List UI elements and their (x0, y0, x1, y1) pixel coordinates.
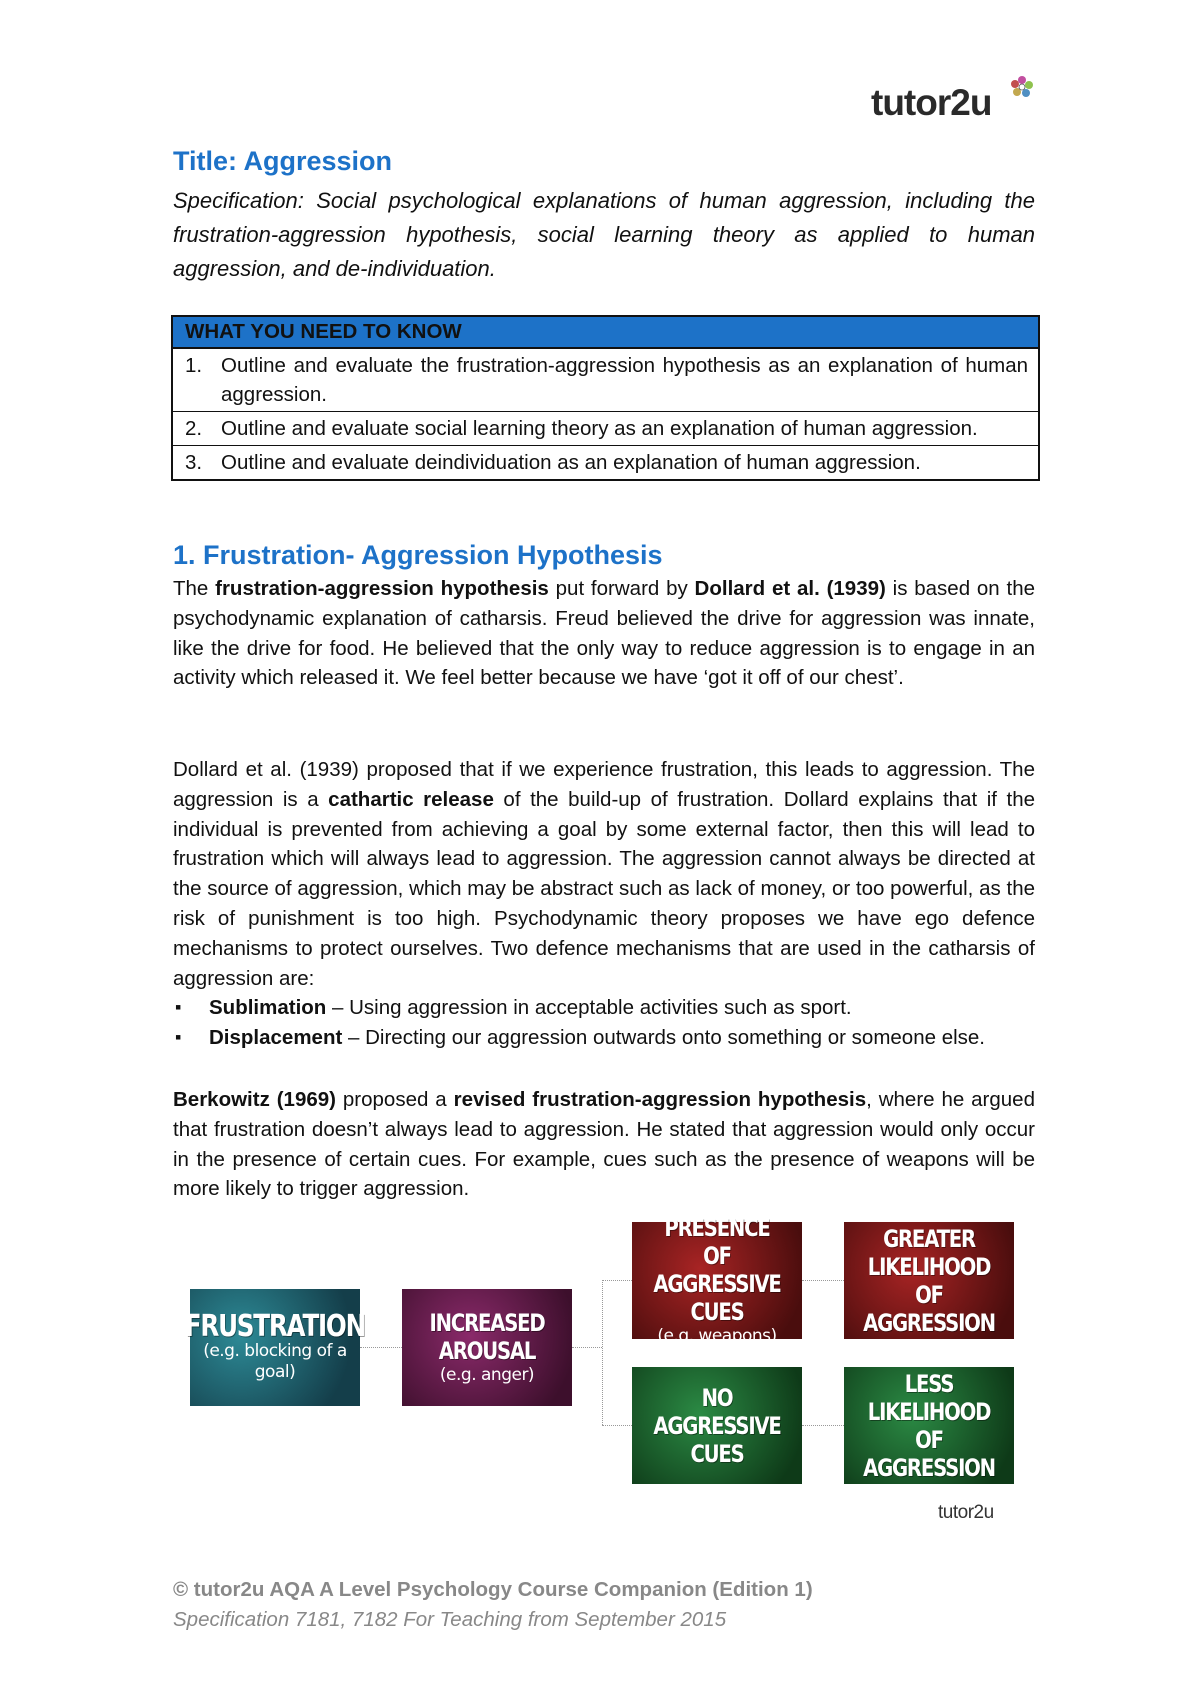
box-title: PRESENCE OF AGGRESSIVE CUES (653, 1214, 781, 1326)
box-subtitle: (e.g. anger) (439, 1365, 535, 1385)
row-text: Outline and evaluate deindividuation as an explanation of human aggression. (221, 451, 921, 474)
list-item (173, 993, 1035, 1023)
connector (602, 1425, 632, 1426)
table-row (173, 349, 1038, 411)
box-title: LESS LIKELIHOOD OF AGGRESSION (863, 1369, 995, 1482)
connector (572, 1347, 602, 1348)
connector (602, 1280, 632, 1281)
bold-term: revised frustration-aggression hypothesis (453, 1088, 867, 1111)
logo-text: tutor2u (871, 82, 992, 123)
text-run: of the build-up of frustration. Dollard explains that if the individual is prevented from achieving a goal by some external factor, then this will lead to frustration which will always lead to aggression. The aggression cannot always be directed at the source of aggression, which may be abstract such as lack of money, or too powerful, as the risk of punishment is too high. Psychodynamic theory proposes we have ego defence mechanisms to protect ourselves. Two defence mechanisms that are used in the catharsis of aggression are: (173, 787, 1036, 990)
box-subtitle: (e.g. weapons) (657, 1326, 777, 1346)
list-item (173, 1023, 1035, 1053)
what-you-need-to-know-table (171, 315, 1040, 481)
text-run: proposed a (336, 1088, 454, 1111)
connector (360, 1347, 402, 1348)
defence-mechanism-list (173, 993, 1035, 1053)
paragraph-1 (173, 574, 1035, 693)
presence-of-cues-box (632, 1214, 802, 1346)
bold-term: Berkowitz (1969) (173, 1088, 336, 1111)
text-run: – Directing our aggression outwards onto something or someone else. (342, 1025, 985, 1049)
greater-likelihood-box (844, 1222, 1014, 1339)
box-subtitle: (e.g. blocking of a goal) (203, 1340, 347, 1382)
box-title: NO AGGRESSIVE CUES (653, 1383, 781, 1468)
specification-text: Specification: Social psychological explanations of human aggression, including the frustration-aggression hypothesis, social learning theory as applied to human aggression, and de-individuation. (173, 188, 1035, 281)
page-title: Title: Aggression (173, 146, 393, 176)
footer-copyright: © tutor2u AQA A Level Psychology Course Companion (Edition 1) (173, 1578, 813, 1601)
box-title: INCREASED AROUSAL (429, 1309, 545, 1365)
bold-term: Sublimation (209, 996, 327, 1019)
paragraph-2 (173, 755, 1035, 993)
section-heading: 1. Frustration- Aggression Hypothesis (173, 540, 663, 570)
less-likelihood-box (844, 1367, 1014, 1484)
row-number: 3. (185, 451, 203, 474)
row-number: 2. (185, 417, 203, 440)
tutor2u-logo (871, 70, 1041, 130)
row-text: Outline and evaluate social learning theory as an explanation of human aggression. (221, 417, 978, 440)
connector (802, 1280, 844, 1281)
text-run: The (173, 577, 216, 600)
no-aggressive-cues-box (632, 1367, 802, 1484)
diagram-logo: tutor2u (938, 1502, 994, 1523)
row-number: 1. (185, 354, 203, 377)
footer-specification: Specification 7181, 7182 For Teaching from September 2015 (173, 1608, 727, 1631)
text-run: put forward by (548, 577, 695, 600)
bold-term: Dollard et al. (1939) (694, 577, 886, 600)
increased-arousal-box (402, 1289, 572, 1406)
flower-icon (1007, 72, 1037, 102)
paragraph-3 (173, 1085, 1035, 1204)
bold-term: frustration-aggression hypothesis (215, 577, 549, 600)
text-run: Dollard et al. (1939) proposed that if we experience frustration, this leads to aggression. The aggression is a (173, 758, 1035, 811)
table-row (173, 411, 1038, 445)
text-run: is based on the psychodynamic explanation of catharsis. Freud believed the drive for aggression was innate, like the drive for food. He believed that the only way to reduce aggression is to engage in an activity which released it. We feel better because we have ‘got it off of our chest’. (173, 577, 1035, 690)
connector (602, 1280, 603, 1425)
box-title: FRUSTRATION (184, 1308, 366, 1344)
bold-term: Displacement (209, 1025, 343, 1049)
frustration-aggression-diagram (173, 1205, 1035, 1535)
text-run: – Using aggression in acceptable activities such as sport. (326, 996, 852, 1019)
row-text: Outline and evaluate the frustration-aggression hypothesis as an explanation of human aggression. (221, 354, 1028, 406)
table-row (173, 445, 1038, 479)
table-header: WHAT YOU NEED TO KNOW (173, 317, 1038, 349)
frustration-box (184, 1289, 366, 1406)
connector (802, 1425, 844, 1426)
box-title: GREATER LIKELIHOOD OF AGGRESSION (863, 1224, 995, 1337)
text-run: , where he argued that frustration doesn’t always lead to aggression. He stated that aggression would only occur in the presence of certain cues. For example, cues such as the presence of weapons will be more likely to trigger aggression. (173, 1088, 1035, 1201)
bold-term: cathartic release (328, 787, 494, 811)
